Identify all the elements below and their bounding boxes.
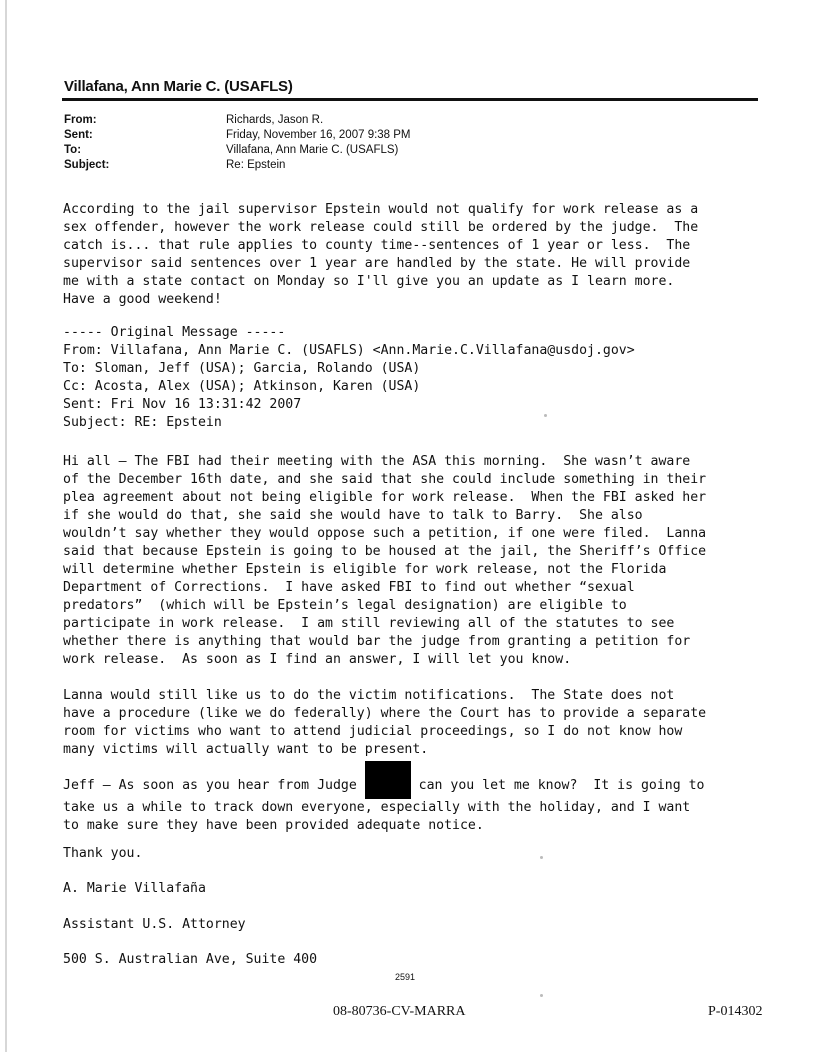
- meta-sent-row: [64, 128, 664, 143]
- text-line: participate in work release. I am still reviewing all of the statutes to see: [63, 616, 675, 631]
- meta-from-row: [64, 113, 664, 128]
- signature-title: Assistant U.S. Attorney: [63, 917, 246, 932]
- meta-subject-row: [64, 158, 664, 173]
- text-line: if she would do that, she said she would have to talk to Barry. She also: [63, 508, 643, 523]
- text-line: work release. As soon as I find an answer, I will let you know.: [63, 652, 572, 667]
- original-to: To: Sloman, Jeff (USA); Garcia, Rolando (USA): [63, 361, 421, 376]
- text-line: many victims will actually want to be present.: [63, 742, 429, 757]
- text-line: wouldn’t say whether they would oppose such a petition, if one were filed. Lanna: [63, 526, 707, 541]
- header-rule: [62, 98, 758, 101]
- page-number: 2591: [395, 972, 416, 982]
- original-paragraph-1: [63, 453, 706, 669]
- original-paragraph-3: [63, 777, 704, 835]
- scan-speck: [544, 414, 547, 417]
- scan-speck: [540, 856, 543, 859]
- text-line: whether there is anything that would bar the judge from granting a petition for: [63, 634, 691, 649]
- meta-sent-value: Friday, November 16, 2007 9:38 PM: [226, 129, 411, 141]
- meta-to-label: To:: [64, 144, 82, 156]
- meta-from-value: Richards, Jason R.: [226, 114, 324, 126]
- case-number: 08-80736-CV-MARRA: [333, 1004, 466, 1019]
- text-line: will determine whether Epstein is eligible for work release, not the Florida: [63, 562, 667, 577]
- signature-address: 500 S. Australian Ave, Suite 400: [63, 952, 318, 967]
- bates-number: P-014302: [708, 1004, 763, 1019]
- scan-edge: [5, 0, 7, 1052]
- text-line: room for victims who want to attend judicial proceedings, so I do not know how: [63, 724, 683, 739]
- original-message-header: [63, 324, 635, 432]
- original-paragraph-2: [63, 687, 706, 759]
- mailbox-owner-name: Villafana, Ann Marie C. (USAFLS): [64, 78, 293, 95]
- original-cc: Cc: Acosta, Alex (USA); Atkinson, Karen (USA): [63, 379, 421, 394]
- reply-line: me with a state contact on Monday so I'll give you an update as I learn more.: [63, 274, 675, 289]
- meta-to-row: [64, 143, 664, 158]
- text-line: have a procedure (like we do federally) where the Court has to provide a separate: [63, 706, 707, 721]
- email-meta: [64, 113, 664, 173]
- text-line: of the December 16th date, and she said that she could include something in their: [63, 472, 707, 487]
- text-before-redaction: Jeff – As soon as you hear from Judge: [63, 778, 365, 793]
- text-line: to make sure they have been provided adequate notice.: [63, 818, 484, 833]
- scan-speck: [540, 994, 543, 997]
- meta-sent-label: Sent:: [64, 129, 93, 141]
- text-line: [63, 777, 704, 799]
- redaction-box: [365, 761, 411, 799]
- text-line: plea agreement about not being eligible for work release. When the FBI asked her: [63, 490, 707, 505]
- signature-name: A. Marie Villafaña: [63, 881, 206, 896]
- text-line: Hi all – The FBI had their meeting with the ASA this morning. She wasn’t aware: [63, 454, 691, 469]
- meta-subject-label: Subject:: [64, 159, 110, 171]
- closing-thanks: Thank you.: [63, 846, 143, 861]
- reply-body: [63, 201, 698, 309]
- text-line: said that because Epstein is going to be housed at the jail, the Sheriff’s Office: [63, 544, 707, 559]
- reply-line: sex offender, however the work release could still be ordered by the judge. The: [63, 220, 699, 235]
- original-divider: ----- Original Message -----: [63, 325, 286, 340]
- meta-subject-value: Re: Epstein: [226, 159, 286, 171]
- text-line: predators” (which will be Epstein’s legal designation) are eligible to: [63, 598, 627, 613]
- reply-line: Have a good weekend!: [63, 292, 222, 307]
- original-sent: Sent: Fri Nov 16 13:31:42 2007: [63, 397, 302, 412]
- meta-to-value: Villafana, Ann Marie C. (USAFLS): [226, 144, 399, 156]
- original-subject: Subject: RE: Epstein: [63, 415, 222, 430]
- original-from: From: Villafana, Ann Marie C. (USAFLS) <Ann.Marie.C.Villafana@usdoj.gov>: [63, 343, 635, 358]
- text-line: Department of Corrections. I have asked FBI to find out whether “sexual: [63, 580, 635, 595]
- reply-line: catch is... that rule applies to county time--sentences of 1 year or less. The: [63, 238, 691, 253]
- reply-line: supervisor said sentences over 1 year are handled by the state. He will provide: [63, 256, 691, 271]
- meta-from-label: From:: [64, 114, 97, 126]
- reply-line: According to the jail supervisor Epstein would not qualify for work release as a: [63, 202, 699, 217]
- text-line: Lanna would still like us to do the victim notifications. The State does not: [63, 688, 675, 703]
- text-after-redaction: can you let me know? It is going to: [410, 778, 705, 793]
- text-line: take us a while to track down everyone, especially with the holiday, and I want: [63, 800, 691, 815]
